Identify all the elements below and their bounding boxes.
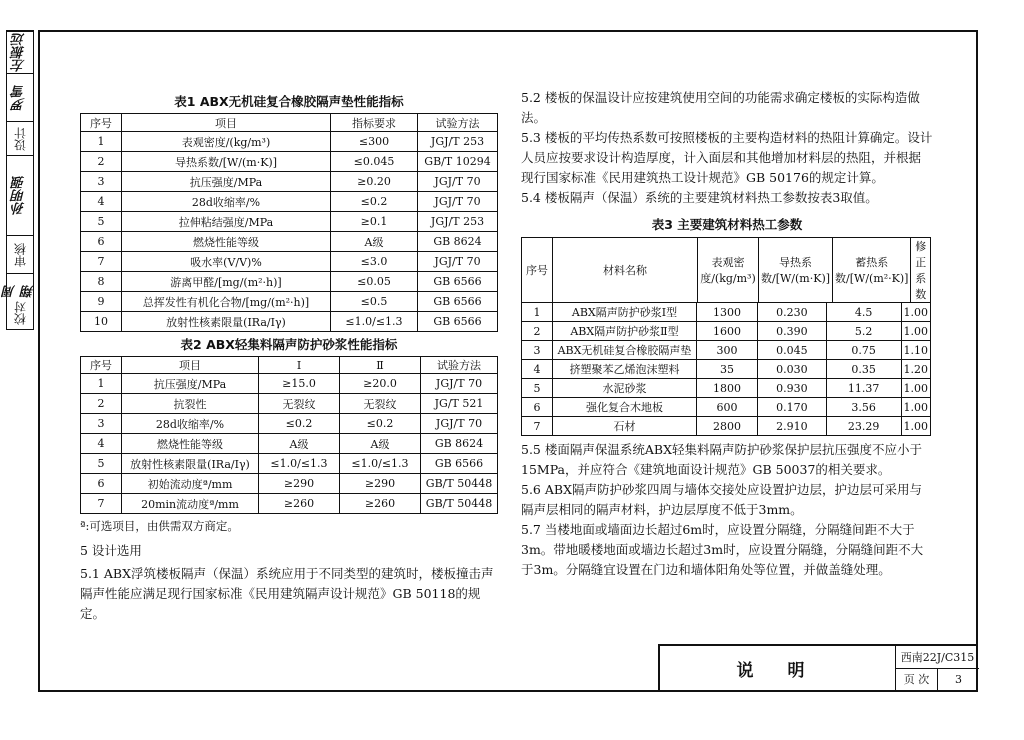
- table-cell: 2: [522, 322, 553, 341]
- table-cell: A级: [331, 232, 418, 252]
- table-cell: JG/T 521: [421, 394, 498, 414]
- table-cell: 吸水率(V/V)%: [122, 252, 331, 272]
- para-5-7: 5.7 当楼地面或墙面边长超过6m时，应设置分隔缝，分隔缝间距不大于3m。带地暖楼地面或墙边长超过3m时，应设置分隔缝，分隔缝间距不大于3m。分隔缝宜设置在门边和墙体阳角处等位置，并做盖缝处理。: [521, 522, 924, 577]
- table-cell: 6: [81, 232, 122, 252]
- table-cell: 2: [81, 152, 122, 172]
- table-cell: 1300: [697, 303, 758, 322]
- table-cell: 4: [81, 434, 122, 454]
- table-cell: 拉伸粘结强度/MPa: [122, 212, 331, 232]
- header-cell: 序号: [522, 238, 553, 303]
- signature-cell: 孙明强: [7, 155, 33, 236]
- table-header-row: [81, 114, 498, 132]
- header-cell: 试验方法: [418, 114, 498, 132]
- table-cell: 抗裂性: [122, 394, 259, 414]
- table-cell: 0.030: [757, 360, 826, 379]
- table-cell: 11.37: [826, 379, 901, 398]
- table-cell: 水泥砂浆: [552, 379, 696, 398]
- table-cell: ≥0.1: [331, 212, 418, 232]
- table-cell: 1.00: [901, 303, 931, 322]
- table-row: [81, 172, 498, 192]
- drawing-title: 说 明: [736, 660, 819, 681]
- table-cell: 5: [81, 212, 122, 232]
- table-cell: GB/T 50448: [421, 474, 498, 494]
- table-cell: ABX隔声防护砂浆Ⅰ型: [552, 303, 696, 322]
- table-cell: 35: [697, 360, 758, 379]
- table-row: [81, 434, 498, 454]
- table-cell: 1.00: [901, 398, 931, 417]
- header-cell: 序号: [81, 357, 122, 374]
- table-cell: 5: [81, 454, 122, 474]
- table-cell: ABX隔声防护砂浆Ⅱ型: [552, 322, 696, 341]
- table3-body: [521, 302, 931, 436]
- table-cell: 20min流动度ª/mm: [122, 494, 259, 514]
- table-cell: 1.00: [901, 379, 931, 398]
- table-row: [81, 312, 498, 332]
- table-cell: 燃烧性能等级: [122, 434, 259, 454]
- table-cell: 2: [81, 394, 122, 414]
- table-cell: 9: [81, 292, 122, 312]
- right-column: [521, 88, 933, 580]
- header-cell: 修正系数: [911, 238, 931, 303]
- table-cell: 6: [81, 474, 122, 494]
- table-cell: ≥0.20: [331, 172, 418, 192]
- table-cell: 7: [81, 494, 122, 514]
- header-cell: Ⅰ: [259, 357, 340, 374]
- table-cell: GB 6566: [418, 292, 498, 312]
- table-cell: GB/T 50448: [421, 494, 498, 514]
- table-cell: 导热系数/[W/(m·K)]: [122, 152, 331, 172]
- table-cell: 3: [81, 172, 122, 192]
- table-cell: ≥290: [259, 474, 340, 494]
- table-cell: 1.00: [901, 322, 931, 341]
- table-cell: ≤0.2: [331, 192, 418, 212]
- table-cell: 10: [81, 312, 122, 332]
- table-cell: ≤0.045: [331, 152, 418, 172]
- header-cell: 序号: [81, 114, 122, 132]
- header-cell: 项目: [122, 114, 331, 132]
- table1-body: [80, 131, 498, 332]
- table-row: [522, 322, 931, 341]
- review-label: 审核: [7, 235, 33, 274]
- table-cell: 表观密度/(kg/m³): [122, 132, 331, 152]
- table-cell: ≥15.0: [259, 374, 340, 394]
- table-header-row: [81, 357, 498, 374]
- table-cell: 0.390: [757, 322, 826, 341]
- table-cell: 4: [81, 192, 122, 212]
- table-row: [522, 360, 931, 379]
- table2-body: [80, 373, 498, 514]
- table-cell: 3: [81, 414, 122, 434]
- table-cell: 1800: [697, 379, 758, 398]
- table-cell: ≥260: [259, 494, 340, 514]
- table-row: [522, 303, 931, 322]
- table-cell: JGJ/T 70: [418, 172, 498, 192]
- table-cell: JGJ/T 70: [421, 374, 498, 394]
- table-cell: ≥290: [340, 474, 421, 494]
- table-row: [81, 394, 498, 414]
- table-cell: 石材: [552, 417, 696, 436]
- table-cell: ≤0.2: [259, 414, 340, 434]
- table-cell: 7: [81, 252, 122, 272]
- header-cell: 指标要求: [331, 114, 418, 132]
- table-row: [522, 379, 931, 398]
- table1-title: 表1 ABX无机硅复合橡胶隔声垫性能指标: [174, 94, 404, 109]
- table-cell: 5.2: [826, 322, 901, 341]
- table-row: [81, 414, 498, 434]
- table-cell: 4.5: [826, 303, 901, 322]
- table-cell: 1: [81, 374, 122, 394]
- table-row: [81, 292, 498, 312]
- table2: [80, 356, 498, 374]
- table-cell: 0.170: [757, 398, 826, 417]
- table2-title: 表2 ABX轻集料隔声防护砂浆性能指标: [180, 337, 398, 352]
- table-cell: 5: [522, 379, 553, 398]
- left-column: [80, 92, 498, 624]
- header-cell: 试验方法: [421, 357, 498, 374]
- para-5-3: 5.3 楼板的平均传热系数可按照楼板的主要构造材料的热阻计算确定。设计人员应按要求设计构造厚度，计入面层和其他增加材料层的热阻，并根据现行国家标准《民用建筑热工设计规范》GB 50176的规定计算。: [521, 130, 933, 185]
- table-cell: 1: [81, 132, 122, 152]
- table-cell: 1.20: [901, 360, 931, 379]
- table-cell: 0.930: [757, 379, 826, 398]
- table-cell: ≤1.0/≤1.3: [331, 312, 418, 332]
- table-cell: 1.00: [901, 417, 931, 436]
- table-row: [81, 212, 498, 232]
- table-row: [81, 192, 498, 212]
- table-cell: GB 6566: [421, 454, 498, 474]
- table-cell: A级: [340, 434, 421, 454]
- table-cell: ≤300: [331, 132, 418, 152]
- table-row: [81, 272, 498, 292]
- proofread-label: 校对: [13, 301, 28, 325]
- table-cell: 挤塑聚苯乙烯泡沫塑料: [552, 360, 696, 379]
- para-5-6: 5.6 ABX隔声防护砂浆四周与墙体交接处应设置护边层，护边层可采用与隔声层相同的隔声材料，护边层厚度不低于3mm。: [521, 482, 922, 517]
- table-cell: 0.230: [757, 303, 826, 322]
- approval-sidebar: [3, 30, 37, 330]
- table-cell: ≤0.2: [340, 414, 421, 434]
- table-cell: 1: [522, 303, 553, 322]
- table-cell: 8: [81, 272, 122, 292]
- table-cell: 2800: [697, 417, 758, 436]
- table-cell: GB 6566: [418, 312, 498, 332]
- table-cell: JGJ/T 70: [421, 414, 498, 434]
- page-label: 页 次: [896, 668, 938, 690]
- table-cell: GB/T 10294: [418, 152, 498, 172]
- header-cell: 表观密度/(kg/m³): [698, 238, 759, 303]
- table-cell: 300: [697, 341, 758, 360]
- atlas-code: 西南22J/C315: [896, 646, 979, 669]
- table-cell: 3: [522, 341, 553, 360]
- page-row: [896, 668, 979, 690]
- table-cell: GB 8624: [421, 434, 498, 454]
- header-cell: 导热系数/[W/(m·K)]: [759, 238, 833, 303]
- table-cell: ≤0.5: [331, 292, 418, 312]
- table-cell: JGJ/T 253: [418, 212, 498, 232]
- table-cell: 强化复合木地板: [552, 398, 696, 417]
- table-cell: 0.75: [826, 341, 901, 360]
- table-cell: 总挥发性有机化合物/[mg/(m²·h)]: [122, 292, 331, 312]
- table-row: [81, 374, 498, 394]
- table-cell: 无裂纹: [259, 394, 340, 414]
- table-cell: 2.910: [757, 417, 826, 436]
- table-cell: 燃烧性能等级: [122, 232, 331, 252]
- table-row: [522, 417, 931, 436]
- table-cell: ≥260: [340, 494, 421, 514]
- table-cell: JGJ/T 70: [418, 252, 498, 272]
- signature-cell: 左振远: [7, 31, 33, 74]
- page-number: 3: [955, 672, 962, 686]
- table-cell: 23.29: [826, 417, 901, 436]
- table-cell: ≥20.0: [340, 374, 421, 394]
- table-cell: 1.10: [901, 341, 931, 360]
- table-row: [81, 132, 498, 152]
- table-row: [81, 494, 498, 514]
- table3: [521, 237, 931, 303]
- table-cell: 放射性核素限量(IRa/Iγ): [122, 454, 259, 474]
- table-cell: 3.56: [826, 398, 901, 417]
- header-cell: 蓄热系数/[W/(m²·K)]: [833, 238, 911, 303]
- para-5-2: 5.2 楼板的保温设计应按建筑使用空间的功能需求确定楼板的实际构造做法。: [521, 90, 920, 125]
- table-cell: 6: [522, 398, 553, 417]
- table-cell: 28d收缩率/%: [122, 414, 259, 434]
- table-cell: 无裂纹: [340, 394, 421, 414]
- header-cell: 项目: [122, 357, 259, 374]
- header-cell: Ⅱ: [340, 357, 421, 374]
- table-row: [81, 252, 498, 272]
- table-cell: ≤1.0/≤1.3: [340, 454, 421, 474]
- title-block-info: [895, 646, 979, 690]
- signature-cell: 罗雪: [7, 73, 33, 122]
- table-cell: 抗压强度/MPa: [122, 172, 331, 192]
- table-cell: 0.045: [757, 341, 826, 360]
- design-label: 设计: [7, 121, 33, 156]
- table-cell: JGJ/T 253: [418, 132, 498, 152]
- table-cell: GB 6566: [418, 272, 498, 292]
- table-cell: 游离甲醛/[mg/(m²·h)]: [122, 272, 331, 292]
- table-row: [81, 454, 498, 474]
- table-row: [522, 341, 931, 360]
- title-block: [658, 644, 978, 692]
- section5-heading: 5 设计选用: [80, 543, 142, 558]
- table-cell: 1600: [697, 322, 758, 341]
- table-cell: JGJ/T 70: [418, 192, 498, 212]
- table-cell: 0.35: [826, 360, 901, 379]
- header-cell: 材料名称: [553, 238, 698, 303]
- table-cell: ABX无机硅复合橡胶隔声垫: [552, 341, 696, 360]
- table3-title: 表3 主要建筑材料热工参数: [651, 217, 803, 232]
- table-row: [81, 232, 498, 252]
- para-5-5: 5.5 楼面隔声保温系统ABX轻集料隔声防护砂浆保护层抗压强度不应小于15MPa，并应符合《建筑地面设计规范》GB 50037的相关要求。: [521, 442, 922, 477]
- table2-note: ª:可选项目，由供需双方商定。: [80, 519, 239, 533]
- table-row: [81, 152, 498, 172]
- table-row: [81, 474, 498, 494]
- table-cell: 7: [522, 417, 553, 436]
- table-cell: 600: [697, 398, 758, 417]
- para-5-1: 5.1 ABX浮筑楼板隔声（保温）系统应用于不同类型的建筑时，楼板撞击声隔声性能应满足现行国家标准《民用建筑隔声设计规范》GB 50118的规定。: [80, 566, 494, 621]
- table-cell: GB 8624: [418, 232, 498, 252]
- table-cell: 抗压强度/MPa: [122, 374, 259, 394]
- table-cell: ≤3.0: [331, 252, 418, 272]
- table-cell: 初始流动度ª/mm: [122, 474, 259, 494]
- table-header-row: [522, 238, 931, 303]
- para-5-4: 5.4 楼板隔声（保温）系统的主要建筑材料热工参数按表3取值。: [521, 190, 878, 205]
- table-cell: A级: [259, 434, 340, 454]
- table-cell: 放射性核素限量(IRa/Iγ): [122, 312, 331, 332]
- table-cell: ≤1.0/≤1.3: [259, 454, 340, 474]
- table-cell: ≤0.05: [331, 272, 418, 292]
- signature-cell: 周翔: [7, 273, 33, 298]
- table1: [80, 113, 498, 132]
- table-row: [522, 398, 931, 417]
- table-cell: 4: [522, 360, 553, 379]
- table-cell: 28d收缩率/%: [122, 192, 331, 212]
